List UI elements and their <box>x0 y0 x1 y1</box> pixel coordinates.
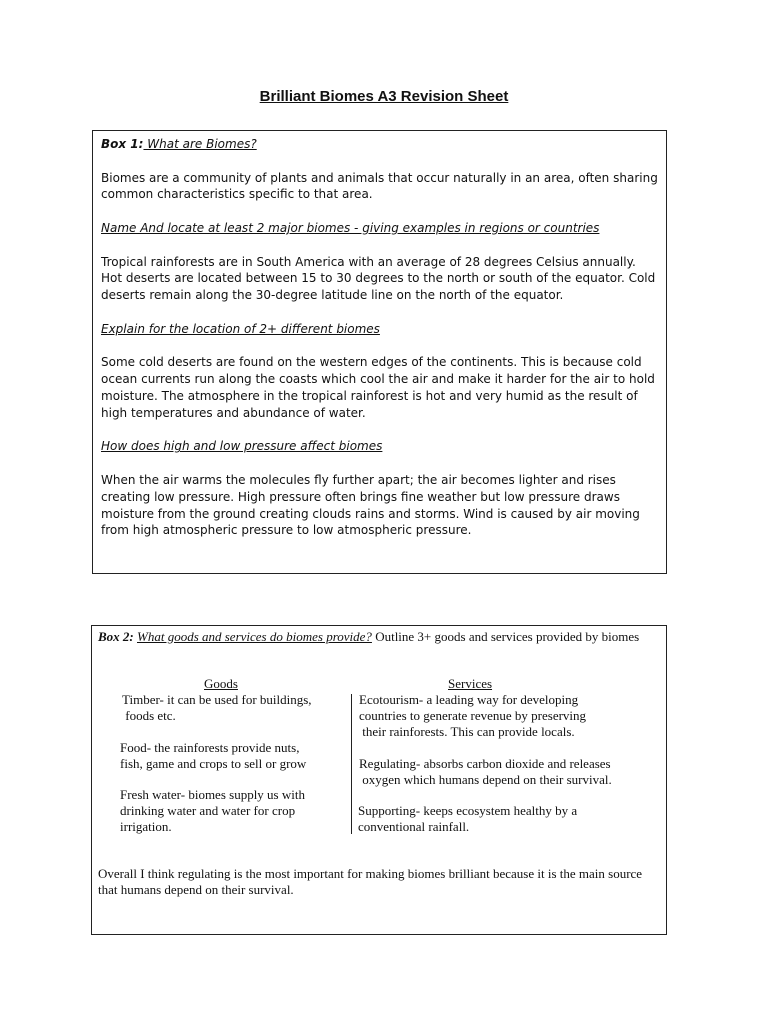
box-2-heading <box>98 629 660 645</box>
services-item-ecotourism: Ecotourism- a leading way for developing countries to generate revenue by preserving their rainforests. This can provide locals. <box>359 692 587 739</box>
goods-heading: Goods <box>204 676 238 691</box>
box-2-label: Box 2: <box>98 629 134 644</box>
box-1-heading <box>101 136 658 153</box>
services-item-supporting: Supporting- keeps ecosystem healthy by a conventional rainfall. <box>358 803 578 834</box>
box-2-instruction: Outline 3+ goods and services provided by biomes <box>371 629 640 644</box>
question-pressure: How does high and low pressure affect biomes <box>101 439 383 454</box>
question-explain-location: Explain for the location of 2+ different biomes <box>101 321 380 336</box>
box-2-question: What goods and services do biomes provide? <box>137 629 372 644</box>
answer-pressure: When the air warms the molecules fly further apart; the air becomes lighter and rises creating low pressure. High pressure often brings fine weather but low pressure draws moisture from the ground creating clouds rains and storms. Wind is caused by air moving from high atmospheric pressure to low atmospheric pressure. <box>101 472 640 538</box>
services-heading: Services <box>448 676 493 691</box>
answer-explain-location: Some cold deserts are found on the western edges of the continents. This is because cold ocean currents run along the coasts which cool the air and make it harder for the air to hold moisture. The atmosphere in the tropical rainforest is hot and very humid as the result of high temperatures and abundance of water. <box>101 355 655 420</box>
box-1-label: Box 1: <box>101 137 144 151</box>
biome-definition: Biomes are a community of plants and animals that occur naturally in an area, often sharing common characteristics specific to that area. <box>101 170 658 202</box>
question-locate-biomes: Name And locate at least 2 major biomes - giving examples in regions or countries <box>101 220 600 235</box>
goods-item-fresh-water: Fresh water- biomes supply us with drinking water and water for crop irrigation. <box>120 787 305 834</box>
conclusion: Overall I think regulating is the most important for making biomes brilliant because it is the main source that humans depend on their survival. <box>98 866 643 897</box>
answer-locate-biomes: Tropical rainforests are in South America with an average of 28 degrees Celsius annually. Hot deserts are located between 15 to 30 degrees to the north or south of the equator. Cold deserts remain along the 30-degree latitude line on the north of the equator. <box>101 254 656 303</box>
box-1-question: What are Biomes? <box>143 137 257 151</box>
box-1-what-are-biomes <box>92 130 667 574</box>
page-title: Brilliant Biomes A3 Revision Sheet <box>259 88 509 105</box>
goods-item-food: Food- the rainforests provide nuts, fish, game and crops to sell or grow <box>120 740 307 771</box>
box-2-goods-and-services <box>91 625 667 935</box>
goods-item-timber: Timber- it can be used for buildings, foods etc. <box>122 692 312 723</box>
services-item-regulating: Regulating- absorbs carbon dioxide and releases oxygen which humans depend on their survival. <box>359 756 612 787</box>
goods-services-table <box>92 676 668 846</box>
